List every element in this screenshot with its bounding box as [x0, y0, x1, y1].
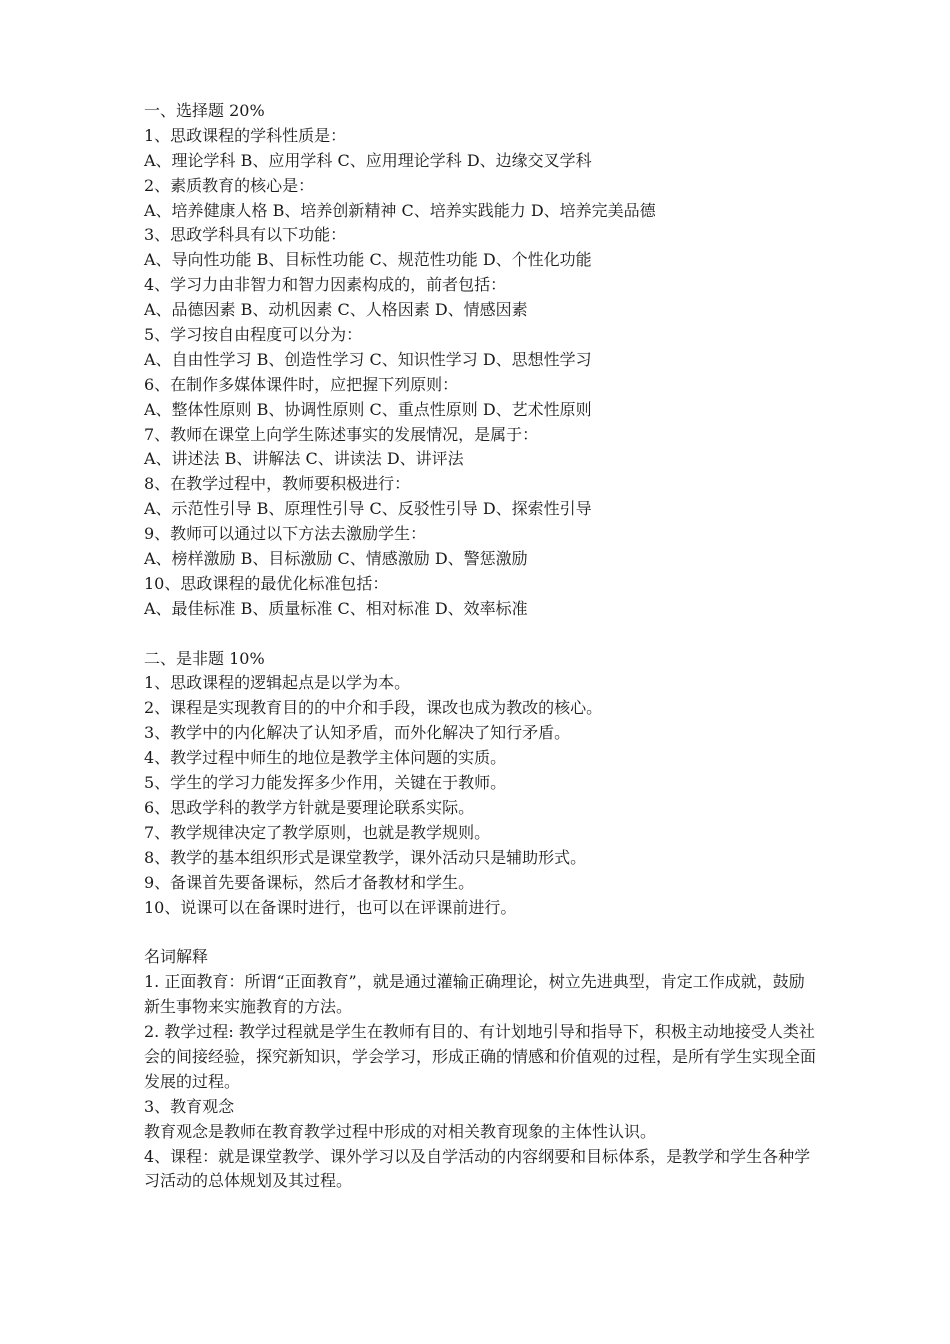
term-definition-1: 1. 正面教育：所谓“正面教育”，就是通过灌输正确理论，树立先进典型，肯定工作成就，鼓励新生事物来实施教育的方法。	[144, 972, 805, 1017]
question-5-options: A、自由性学习 B、创造性学习 C、知识性学习 D、思想性学习	[144, 349, 592, 369]
question-5: 5、学习按自由程度可以分为：	[144, 325, 363, 345]
question-1-options: A、理论学科 B、应用学科 C、应用理论学科 D、边缘交叉学科	[144, 150, 592, 170]
tf-item-7: 7、教学规律决定了教学原则，也就是教学规则。	[144, 822, 491, 842]
tf-item-1: 1、思政课程的逻辑起点是以学为本。	[144, 673, 411, 693]
question-3-options: A、导向性功能 B、目标性功能 C、规范性功能 D、个性化功能	[144, 250, 592, 270]
tf-item-5: 5、学生的学习力能发挥多少作用，关键在于教师。	[144, 773, 507, 793]
tf-item-3: 3、教学中的内化解决了认知矛盾，而外化解决了知行矛盾。	[144, 723, 571, 743]
question-9-options: A、榜样激励 B、目标激励 C、情感激励 D、警惩激励	[144, 549, 528, 569]
section3-heading: 名词解释	[144, 947, 209, 967]
question-7-options: A、讲述法 B、讲解法 C、讲读法 D、讲评法	[144, 449, 464, 469]
question-4-options: A、品德因素 B、动机因素 C、人格因素 D、情感因素	[144, 300, 528, 320]
question-3: 3、思政学科具有以下功能：	[144, 225, 347, 245]
term-definition-3: 教育观念是教师在教育教学过程中形成的对相关教育现象的主体性认识。	[144, 1121, 657, 1141]
question-10: 10、思政课程的最优化标准包括：	[144, 573, 389, 593]
question-8: 8、在教学过程中，教师要积极进行：	[144, 474, 411, 494]
tf-item-2: 2、课程是实现教育目的的中介和手段，课改也成为教改的核心。	[144, 698, 603, 718]
section-spacer	[144, 920, 816, 945]
question-6-options: A、整体性原则 B、协调性原则 C、重点性原则 D、艺术性原则	[144, 399, 592, 419]
section1-heading: 一、选择题 20%	[144, 101, 265, 120]
question-1: 1、思政课程的学科性质是：	[144, 125, 347, 145]
tf-item-10: 10、说课可以在备课时进行，也可以在评课前进行。	[144, 897, 517, 917]
question-4: 4、学习力由非智力和智力因素构成的，前者包括：	[144, 275, 507, 295]
question-9: 9、教师可以通过以下方法去激励学生：	[144, 524, 427, 544]
document-page	[144, 99, 816, 1194]
section-spacer	[144, 622, 816, 647]
question-6: 6、在制作多媒体课件时，应把握下列原则：	[144, 374, 459, 394]
question-8-options: A、示范性引导 B、原理性引导 C、反驳性引导 D、探索性引导	[144, 499, 592, 519]
tf-item-8: 8、教学的基本组织形式是课堂教学，课外活动只是辅助形式。	[144, 847, 587, 867]
term-definition-2: 2. 教学过程: 教学过程就是学生在教师有目的、有计划地引导和指导下，积极主动地接受人类社会的间接经验，探究新知识，学会学习，形成正确的情感和价值观的过程，是所有学生实现全面发展的过程。	[144, 1021, 817, 1091]
tf-item-4: 4、教学过程中师生的地位是教学主体问题的实质。	[144, 748, 507, 768]
term-3-title: 3、教育观念	[144, 1096, 235, 1116]
question-2-options: A、培养健康人格 B、培养创新精神 C、培养实践能力 D、培养完美品德	[144, 200, 656, 220]
tf-item-9: 9、备课首先要备课标，然后才备教材和学生。	[144, 872, 475, 892]
question-7: 7、教师在课堂上向学生陈述事实的发展情况，是属于：	[144, 424, 539, 444]
section2-heading: 二、是非题 10%	[144, 648, 265, 668]
question-10-options: A、最佳标准 B、质量标准 C、相对标准 D、效率标准	[144, 598, 528, 618]
question-2: 2、素质教育的核心是：	[144, 175, 315, 195]
tf-item-6: 6、思政学科的教学方针就是要理论联系实际。	[144, 797, 475, 817]
term-definition-4: 4、课程：就是课堂教学、课外学习以及自学活动的内容纲要和目标体系，是教学和学生各种学习活动的总体规划及其过程。	[144, 1146, 811, 1191]
